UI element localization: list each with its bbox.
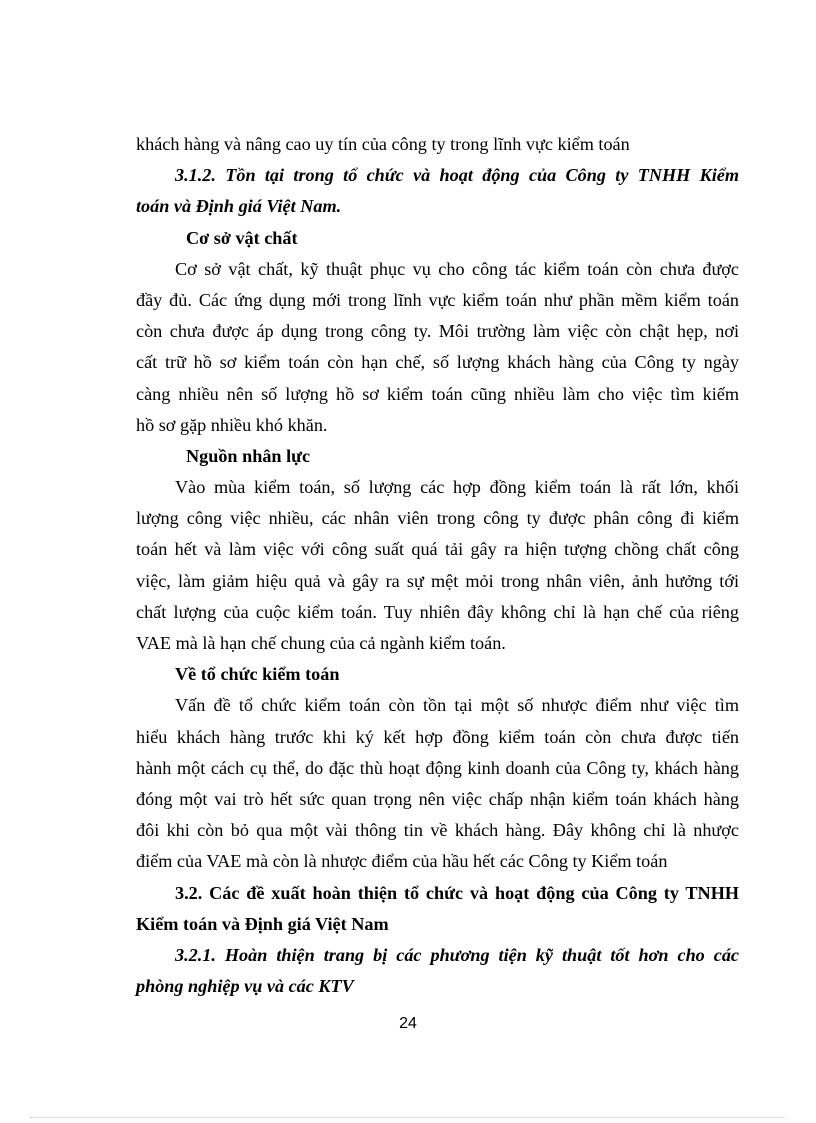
paragraph-line: còn chưa được áp dụng trong công ty. Môi trường làm việc còn chật hẹp, nơi [136, 321, 739, 342]
paragraph-line: đầy đủ. Các ứng dụng mới trong lĩnh vực kiểm toán như phần mềm kiểm toán [136, 289, 739, 310]
page-bottom-divider [30, 1117, 786, 1118]
paragraph-line: hiểu khách hàng trước khi ký kết hợp đồng kiểm toán còn chưa được tiến [136, 726, 739, 747]
section-heading-3-2-cont: Kiểm toán và Định giá Việt Nam [136, 913, 389, 934]
paragraph-line: Cơ sở vật chất, kỹ thuật phục vụ cho công tác kiểm toán còn chưa được [175, 258, 739, 279]
paragraph-line: hồ sơ gặp nhiều khó khăn. [136, 414, 328, 435]
paragraph-line: cất trữ hồ sơ kiểm toán còn hạn chế, số lượng khách hàng của Công ty ngày [136, 352, 739, 373]
paragraph-line: lượng công việc nhiều, các nhân viên trong công ty được phân công đi kiểm [136, 508, 739, 529]
section-heading-3-2: 3.2. Các đề xuất hoàn thiện tổ chức và hoạt động của Công ty TNHH [175, 882, 739, 903]
paragraph-line: chất lượng của cuộc kiểm toán. Tuy nhiên đây không chỉ là hạn chế của riêng [136, 601, 739, 622]
paragraph-line: khách hàng và nâng cao uy tín của công ty trong lĩnh vực kiểm toán [136, 134, 630, 154]
paragraph-line: đôi khi còn bỏ qua một vài thông tin về khách hàng. Đây không chỉ là nhược [136, 820, 739, 841]
paragraph-line: điểm của VAE mà còn là nhược điểm của hầu hết các Công ty Kiểm toán [136, 851, 668, 872]
paragraph-line: việc, làm giảm hiệu quả và gây ra sự mệt mỏi trong nhân viên, ảnh hưởng tới [136, 570, 739, 591]
subsection-heading-3-1-2: 3.1.2. Tồn tại trong tổ chức và hoạt động của Công ty TNHH Kiểm [175, 165, 739, 186]
paragraph-line: toán hết và làm việc với công suất quá tải gây ra hiện tượng chồng chất công [136, 539, 739, 560]
paragraph-line: Vấn đề tổ chức kiểm toán còn tồn tại một số nhược điểm như việc tìm [175, 695, 739, 716]
heading-co-so-vat-chat: Cơ sở vật chất [186, 227, 298, 248]
page-body [136, 129, 739, 1002]
heading-ve-to-chuc-kiem-toan: Về tổ chức kiểm toán [175, 664, 340, 685]
paragraph-line: Vào mùa kiểm toán, số lượng các hợp đồng kiểm toán là rất lớn, khối [175, 477, 739, 498]
page-number: 24 [399, 1015, 417, 1032]
heading-nguon-nhan-luc: Nguồn nhân lực [186, 445, 311, 466]
paragraph-line: hành một cách cụ thể, do đặc thù hoạt động kinh doanh của Công ty, khách hàng [136, 757, 739, 778]
paragraph-line: đóng một vai trò hết sức quan trọng nên việc chấp nhận kiểm toán khách hàng [136, 788, 739, 809]
paragraph-line: VAE mà là hạn chế chung của cả ngành kiểm toán. [136, 633, 506, 653]
subsection-heading-3-2-1-cont: phòng nghiệp vụ và các KTV [136, 976, 354, 997]
paragraph-line: càng nhiều nên số lượng hồ sơ kiểm toán cũng nhiều làm cho việc tìm kiếm [136, 383, 739, 404]
subsection-heading-3-1-2-cont: toán và Định giá Việt Nam. [136, 196, 342, 217]
subsection-heading-3-2-1: 3.2.1. Hoàn thiện trang bị các phương tiện kỹ thuật tốt hơn cho các [175, 944, 739, 965]
